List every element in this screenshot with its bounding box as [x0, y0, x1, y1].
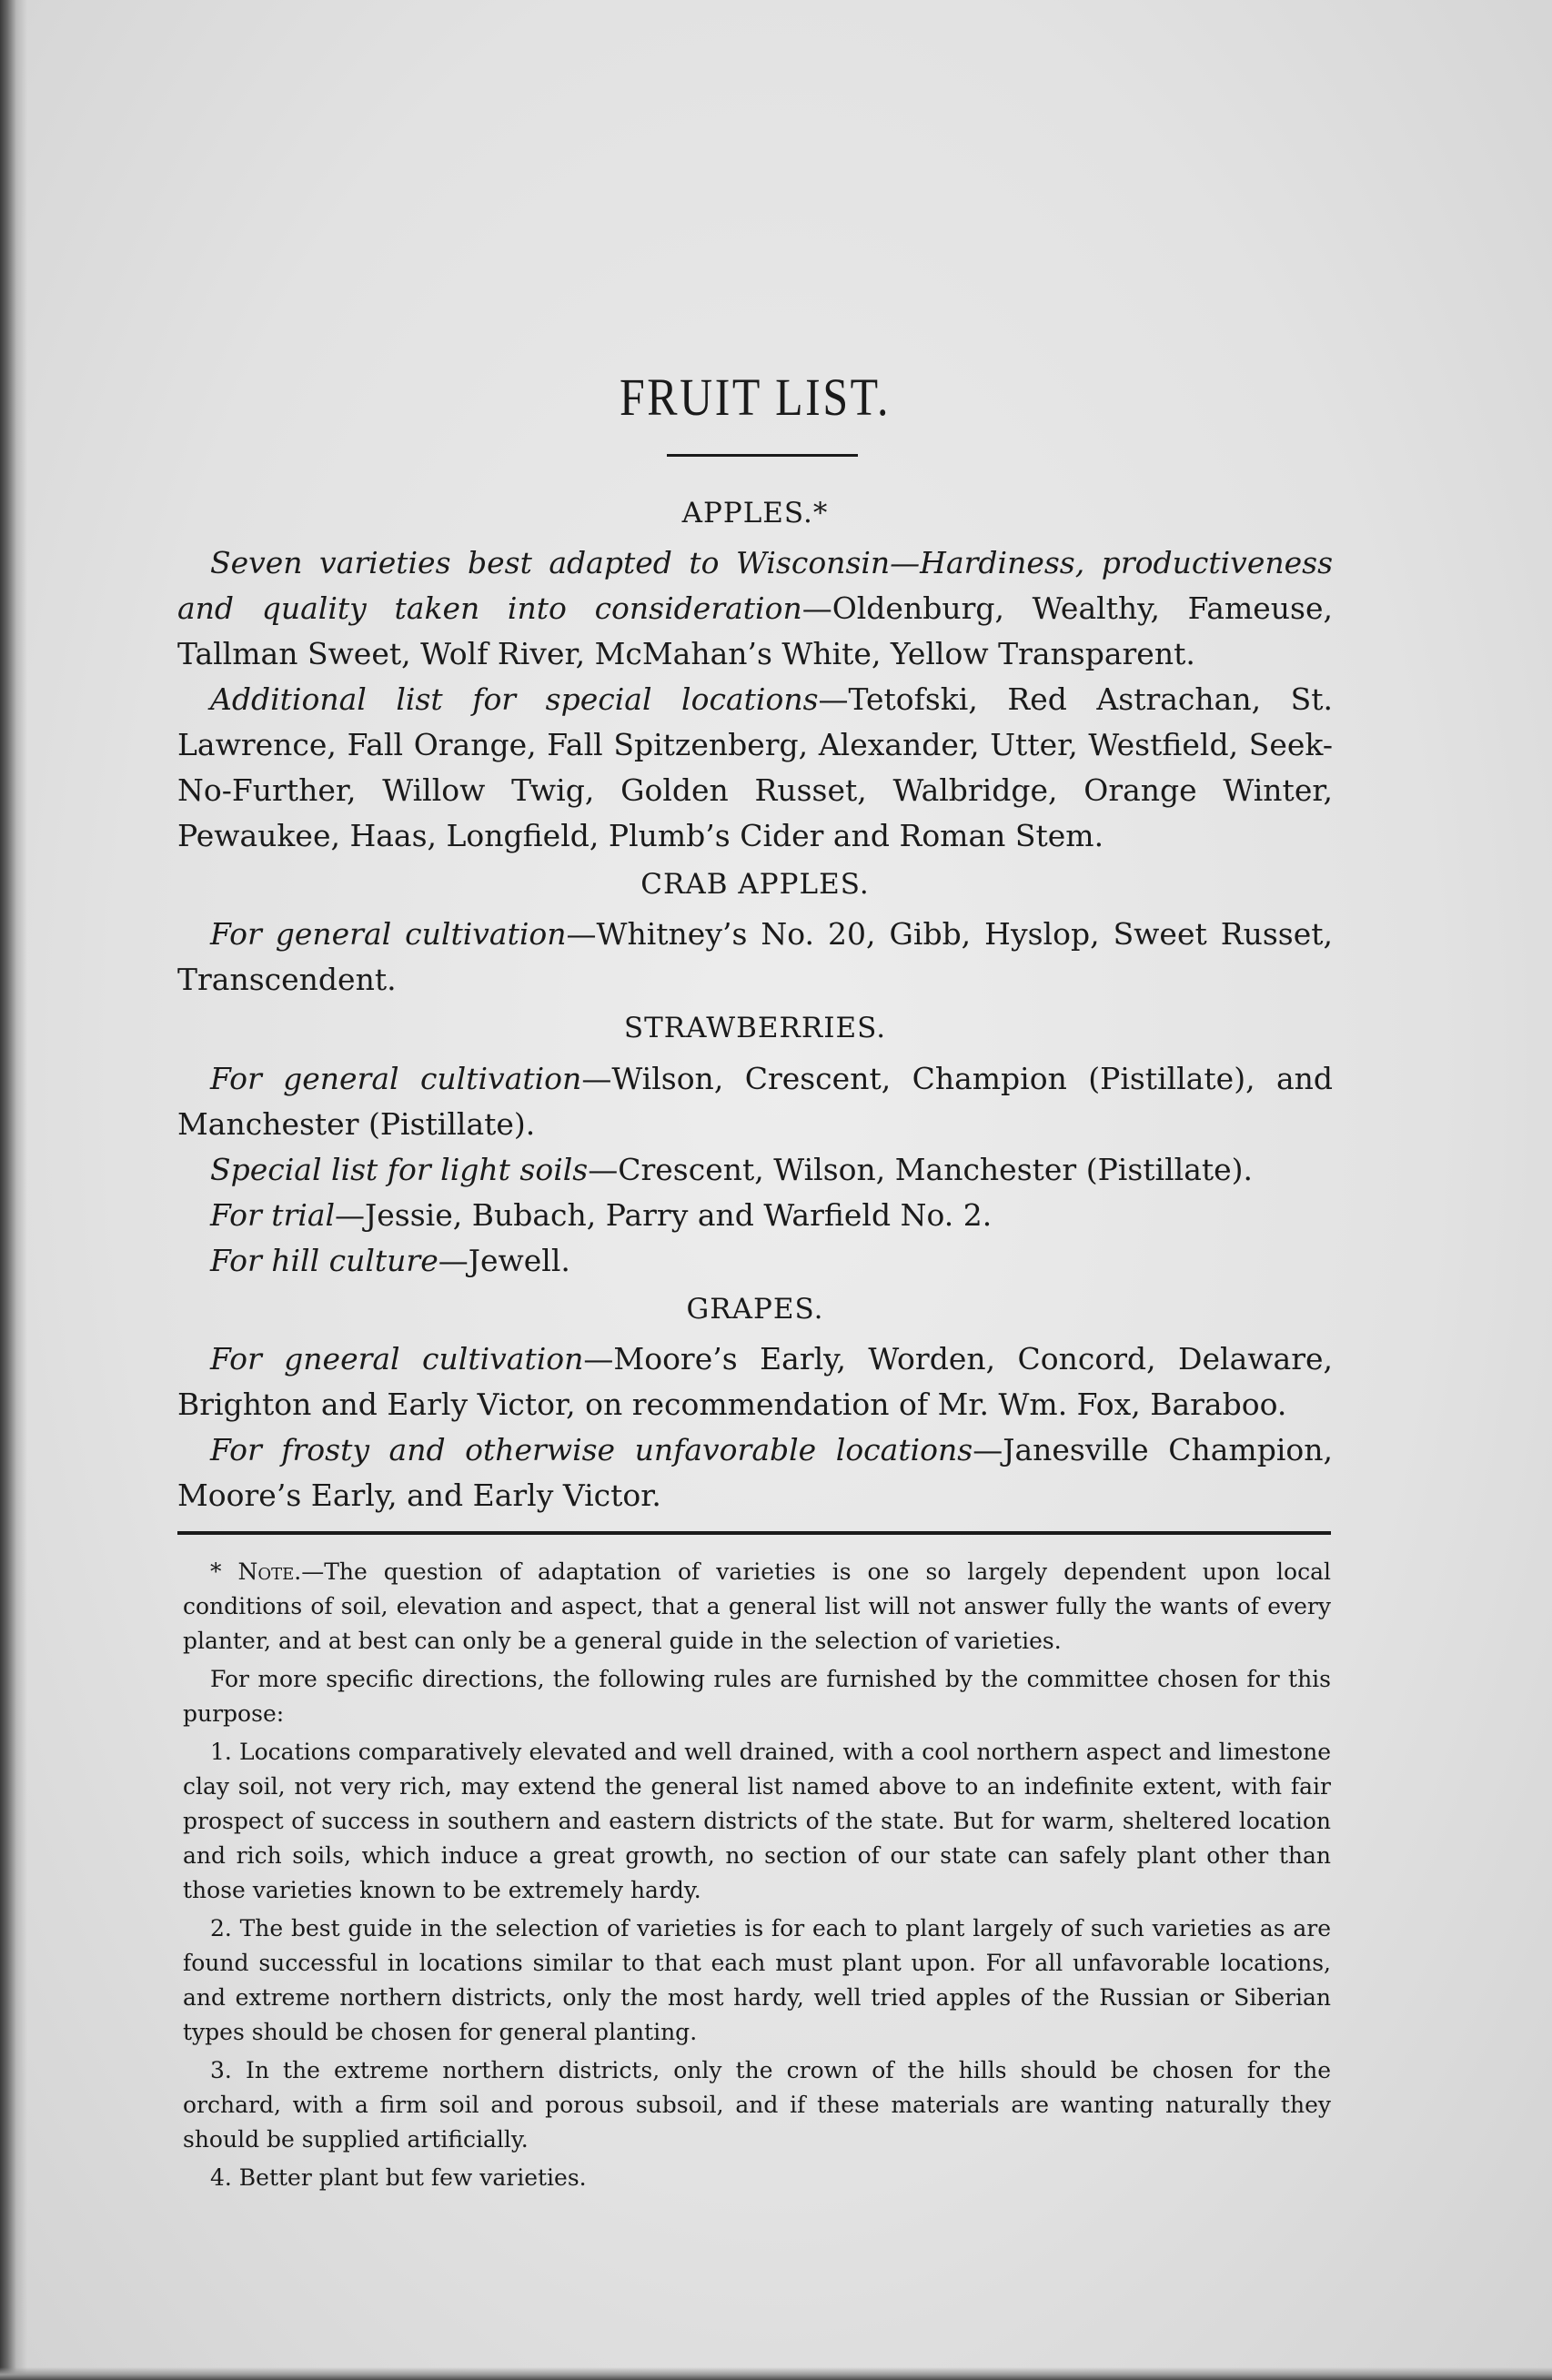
crab-apples-p1-label: For general cultivation [210, 916, 567, 953]
strawberries-p1-text: —Wilson, Crescent, Champion (Pistillate), and Manchester (Pistillate). [177, 1060, 1333, 1142]
grapes-p1-text: —Moore’s Early, Worden, Concord, Delaware, Brighton and Early Victor, on recommendation of Mr. Wm. Fox, Baraboo. [177, 1340, 1333, 1422]
grapes-paragraph-1 [177, 1336, 1333, 1427]
page-content [177, 368, 1333, 2199]
page-bottom-shadow [0, 2367, 1552, 2380]
crab-apples-paragraph-1 [177, 912, 1333, 1003]
apples-paragraph-1 [177, 540, 1333, 677]
strawberries-heading: STRAWBERRIES. [623, 1012, 887, 1045]
note-text: —The question of adaptation of varieties is one so largely dependent upon local conditions of soil, elevation and aspect, that a general list will not answer fully the wants of every planter, and at best can only be a general guide in the selection of varieties. [183, 1558, 1332, 1654]
crab-apples-heading: CRAB APPLES. [640, 868, 870, 902]
footnotes [183, 1555, 1331, 2195]
grapes-p2-text: —Janesville Champion, Moore’s Early, and Early Victor. [177, 1431, 1333, 1513]
grapes-paragraph-2 [177, 1427, 1333, 1518]
grapes-p1-label: For gneeral cultivation [210, 1340, 584, 1377]
strawberries-p1-label: For general cultivation [210, 1060, 582, 1096]
strawberries-paragraph-3 [177, 1193, 1333, 1238]
grapes-p2-label: For frosty and otherwise unfavorable locations [210, 1431, 973, 1467]
strawberries-p3-label: For trial [210, 1196, 336, 1233]
apples-p1-label: Seven varieties best adapted to Wisconsin—Hardiness, productiveness and quality taken into consideration [177, 545, 1333, 627]
footnote-divider [177, 1531, 1331, 1535]
strawberries-paragraph-1 [177, 1056, 1333, 1147]
strawberries-paragraph-4 [177, 1238, 1333, 1284]
apples-paragraph-2 [177, 677, 1333, 859]
apples-heading: APPLES.* [681, 496, 829, 529]
note-intro: For more specific directions, the following rules are furnished by the committee chosen for this purpose: [183, 1665, 1331, 1727]
note-rule-4: 4. Better plant but few varieties. [210, 2163, 587, 2191]
strawberries-p2-label: Special list for light soils [210, 1151, 589, 1187]
strawberries-p2-text: —Crescent, Wilson, Manchester (Pistillate). [588, 1151, 1254, 1187]
strawberries-p4-label: For hill culture [210, 1242, 438, 1278]
note-label: * Note. [210, 1558, 302, 1585]
crab-apples-p1-text: —Whitney’s No. 20, Gibb, Hyslop, Sweet Russet, Transcendent. [177, 916, 1333, 998]
note-paragraph [183, 1555, 1331, 1659]
note-rule-1: 1. Locations comparatively elevated and well drained, with a cool northern aspect and limestone clay soil, not very rich, may extend the general list named above to an indefinite extent, with fair prospect of success in southern and eastern districts of the state. But for warm, sheltered location and rich soils, which induce a great growth, no section of our state can safely plant other than those varieties known to be extremely hardy. [183, 1738, 1331, 1903]
grapes-heading: GRAPES. [686, 1292, 824, 1326]
title-rule [667, 454, 858, 457]
apples-p2-label: Additional list for special locations [210, 681, 819, 718]
apples-p2-text: —Tetofski, Red Astrachan, St. Lawrence, Fall Orange, Fall Spitzenberg, Alexander, Utter, Westfield, Seek-No-Further, Willow Twig, Golden Russet, Walbridge, Orange Winter, Pewaukee, Haas, Longfield, Plumb’s Cider and Roman Stem. [177, 681, 1333, 854]
strawberries-p4-text: —Jewell. [438, 1242, 570, 1278]
apples-p1-text: —Oldenburg, Wealthy, Fameuse, Tallman Sweet, Wolf River, McMahan’s White, Yellow Transparent. [177, 590, 1333, 672]
page-left-shadow [0, 0, 27, 2380]
note-rule-2: 2. The best guide in the selection of varieties is for each to plant largely of such varieties as are found successful in locations similar to that each must plant upon. For all unfavorable locations, and extreme northern districts, only the most hardy, well tried apples of the Russian or Siberian types should be chosen for general planting. [183, 1914, 1331, 2045]
strawberries-paragraph-2 [177, 1147, 1333, 1193]
page-title: FRUIT LIST. [619, 368, 892, 427]
strawberries-p3-text: —Jessie, Bubach, Parry and Warfield No. 2. [335, 1196, 993, 1233]
note-rule-3: 3. In the extreme northern districts, only the crown of the hills should be chosen for the orchard, with a firm soil and porous subsoil, and if these materials are wanting naturally they should be supplied artificially. [183, 2056, 1331, 2153]
